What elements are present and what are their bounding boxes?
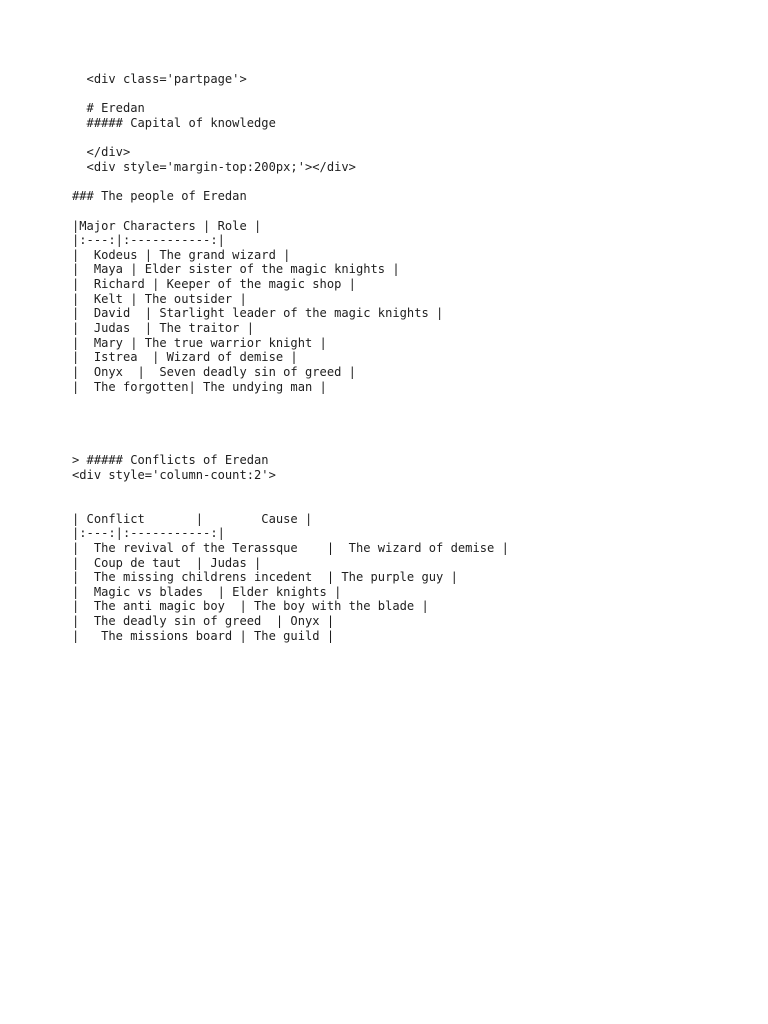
conflicts-table-header: | Conflict | Cause | [72,511,313,526]
characters-table-header: |Major Characters | Role | [72,218,262,233]
characters-table-row: | Mary | The true warrior knight | [72,335,327,350]
characters-table-row: | The forgotten| The undying man | [72,379,327,394]
conflicts-table-row: | The anti magic boy | The boy with the blade | [72,599,429,614]
conflicts-table-row: | The revival of the Terassque | The wizard of demise | [72,540,509,555]
characters-table-separator: |:---:|:-----------:| [72,233,225,248]
text-line [72,394,712,409]
characters-table-row: | Kodeus | The grand wizard | [72,247,291,262]
conflicts-table-row: | Coup de taut | Judas | [72,555,262,570]
text-line: </div> [72,145,131,160]
characters-table-row: | Onyx | Seven deadly sin of greed | [72,365,356,380]
text-line [72,438,712,453]
document-source-text [72,72,712,643]
text-line [72,175,712,190]
text-line [72,497,712,512]
conflicts-table-row: | The missions board | The guild | [72,628,335,643]
text-line: # Eredan [72,101,145,116]
text-line [72,409,712,424]
characters-table-row: | David | Starlight leader of the magic knights | [72,306,444,321]
people-heading-line: ### The people of Eredan [72,189,247,204]
conflicts-table-row: | The deadly sin of greed | Onyx | [72,614,335,629]
text-line [72,131,712,146]
conflicts-table-row: | The missing childrens incedent | The purple guy | [72,570,458,585]
text-line: <div style='margin-top:200px;'></div> [72,159,356,174]
characters-table-row: | Maya | Elder sister of the magic knights | [72,262,400,277]
text-line: <div style='column-count:2'> [72,467,276,482]
text-line [72,204,712,219]
conflicts-table-separator: |:---:|:-----------:| [72,526,225,541]
text-line: <div class='partpage'> [72,72,247,86]
conflicts-table-row: | Magic vs blades | Elder knights | [72,584,342,599]
conflicts-heading-line: > ##### Conflicts of Eredan [72,452,269,467]
characters-table-row: | Judas | The traitor | [72,321,255,336]
characters-table-row: | Istrea | Wizard of demise | [72,350,298,365]
text-line [72,482,712,497]
characters-table-row: | Richard | Keeper of the magic shop | [72,277,356,292]
characters-table-row: | Kelt | The outsider | [72,291,247,306]
text-line [72,424,712,439]
text-line: ##### Capital of knowledge [72,115,276,130]
text-line [72,87,712,102]
